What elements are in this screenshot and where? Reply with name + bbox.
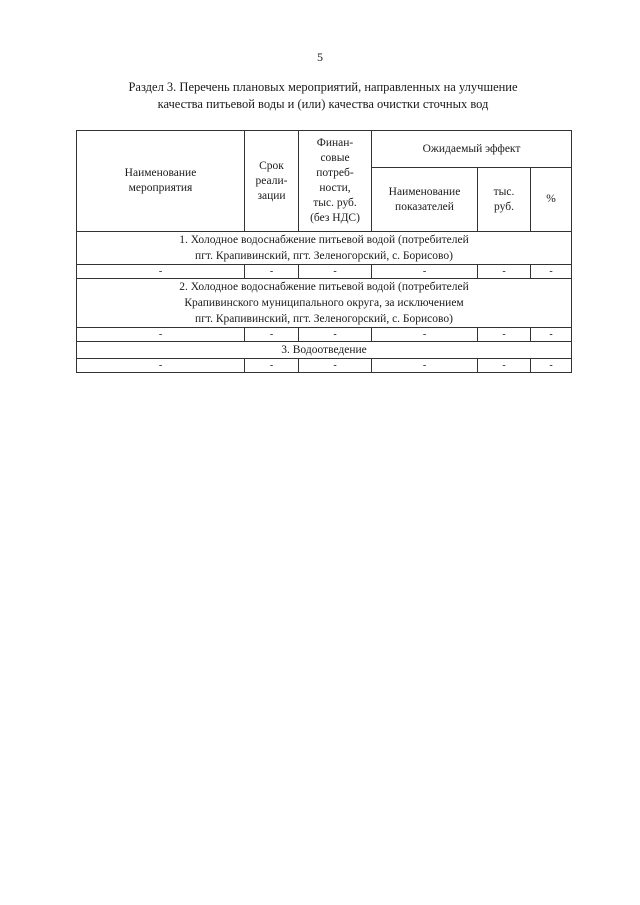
header-text: тыс. руб.: [313, 197, 357, 209]
table-cell: -: [299, 265, 372, 279]
table-cell: -: [77, 328, 245, 342]
header-text: тыс.: [493, 185, 515, 198]
table-cell: -: [531, 328, 572, 342]
header-text: Наименование: [388, 185, 461, 198]
group-heading: [77, 279, 572, 328]
group-heading: [77, 232, 572, 265]
table-row: [77, 359, 572, 373]
table-cell: -: [299, 328, 372, 342]
table-cell: -: [478, 265, 531, 279]
header-indicators: [372, 168, 478, 232]
table-cell: -: [478, 359, 531, 373]
table-cell: -: [77, 265, 245, 279]
group-heading: [77, 342, 572, 359]
header-term: [245, 131, 299, 232]
table-cell: -: [372, 359, 478, 373]
header-thousand-rub: [478, 168, 531, 232]
table-cell: -: [531, 265, 572, 279]
header-text: Финан-: [316, 137, 354, 149]
header-text: мероприятия: [128, 182, 193, 194]
header-percent: %: [531, 168, 572, 232]
table-cell: -: [77, 359, 245, 373]
table-cell: -: [299, 359, 372, 373]
group-heading-line: пгт. Крапивинский, пгт. Зеленогорский, с. Борисово): [195, 250, 453, 262]
table-cell: -: [531, 359, 572, 373]
group-heading-line: пгт. Крапивинский, пгт. Зеленогорский, с. Борисово): [195, 313, 453, 325]
table-row: [77, 265, 572, 279]
header-effect: Ожидаемый эффект: [372, 131, 572, 168]
group-heading-line: Крапивинского муниципального округа, за исключением: [184, 297, 464, 309]
table-cell: -: [245, 328, 299, 342]
table-cell: -: [245, 359, 299, 373]
header-text: ности,: [319, 182, 351, 194]
table-cell: -: [245, 265, 299, 279]
table-cell: -: [372, 265, 478, 279]
measures-table: [76, 130, 572, 373]
page-number: 5: [317, 50, 323, 64]
section-title: [76, 79, 570, 113]
table-cell: -: [372, 328, 478, 342]
table-row: [77, 328, 572, 342]
header-text: совые: [320, 152, 350, 164]
section-title-line: Раздел 3. Перечень плановых мероприятий, направленных на улучшение: [128, 80, 518, 94]
header-text: Срок: [259, 159, 284, 172]
table-cell: -: [478, 328, 531, 342]
section-title-line: качества питьевой воды и (или) качества очистки сточных вод: [157, 97, 489, 111]
header-text: Наименование: [124, 167, 197, 179]
group-heading-line: 3. Водоотведение: [281, 344, 367, 356]
group-heading-line: 1. Холодное водоснабжение питьевой водой (потребителей: [179, 234, 469, 246]
header-name: [77, 131, 245, 232]
header-text: реали-: [255, 174, 288, 187]
header-text: руб.: [494, 200, 514, 213]
header-text: (без НДС): [310, 212, 360, 224]
header-text: показателей: [395, 200, 454, 213]
header-finance: [299, 131, 372, 232]
header-text: потреб-: [316, 167, 354, 179]
header-text: зации: [257, 189, 286, 202]
group-heading-line: 2. Холодное водоснабжение питьевой водой (потребителей: [179, 281, 469, 293]
